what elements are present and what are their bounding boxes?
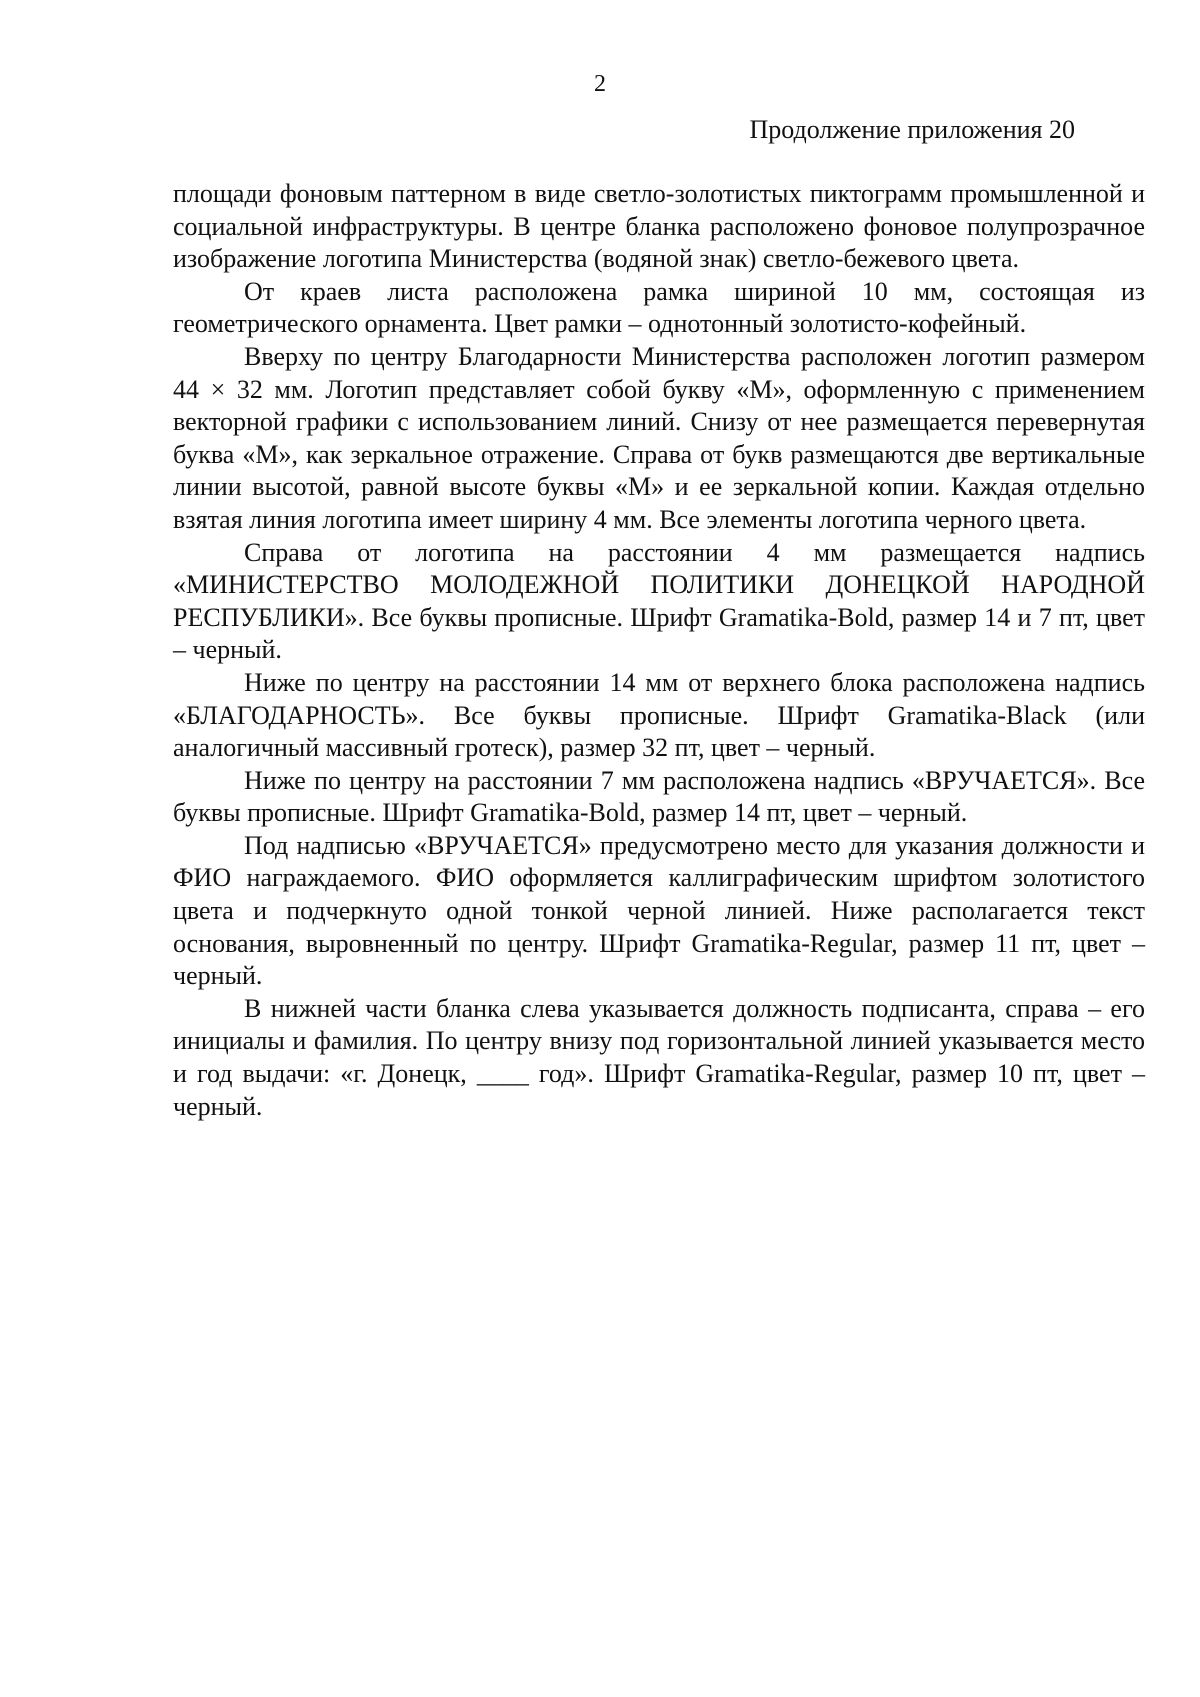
- paragraph-frame: От краев листа расположена рамка шириной 10 мм, состоящая из геометрического орнамента. Цвет рамки – однотонный золотисто-кофейный.: [173, 276, 1145, 339]
- page-number: 2: [594, 71, 606, 97]
- paragraph-awarded-label: Ниже по центру на расстоянии 7 мм расположена надпись «ВРУЧАЕТСЯ». Все буквы прописные. Шрифт Gramatika-Bold, размер 14 пт, цвет – черный.: [173, 765, 1145, 828]
- paragraph-ministry-title: Справа от логотипа на расстоянии 4 мм размещается надпись «МИНИСТЕРСТВО МОЛОДЕЖНОЙ ПОЛИТИКИ ДОНЕЦКОЙ НАРОДНОЙ РЕСПУБЛИКИ». Все буквы прописные. Шрифт Gramatika-Bold, размер 14 и 7 пт, цвет – черный.: [173, 537, 1145, 665]
- appendix-continuation-label: Продолжение приложения 20: [749, 115, 1075, 144]
- paragraph-recipient-name: Под надписью «ВРУЧАЕТСЯ» предусмотрено место для указания должности и ФИО награждаемого. ФИО оформляется каллиграфическим шрифтом золотистого цвета и подчеркнуто одной тонкой черной линией. Ниже располагается текст основания, выровненный по центру. Шрифт Gramatika-Regular, размер 11 пт, цвет – черный.: [173, 830, 1145, 991]
- document-body: [173, 178, 1145, 1123]
- paragraph-gratitude-heading: Ниже по центру на расстоянии 14 мм от верхнего блока расположена надпись «БЛАГОДАРНОСТЬ». Все буквы прописные. Шрифт Gramatika-Black (или аналогичный массивный гротеск), размер 32 пт, цвет – черный.: [173, 667, 1145, 763]
- paragraph-logo: Вверху по центру Благодарности Министерства расположен логотип размером 44 × 32 мм. Логотип представляет собой букву «М», оформленную с применением векторной графики с использованием линий. Снизу от нее размещается перевернутая буква «М», как зеркальное отражение. Справа от букв размещаются две вертикальные линии высотой, равной высоте буквы «М» и ее зеркальной копии. Каждая отдельно взятая линия логотипа имеет ширину 4 мм. Все элементы логотипа черного цвета.: [173, 341, 1145, 534]
- paragraph-background-pattern: площади фоновым паттерном в виде светло-золотистых пиктограмм промышленной и социальной инфраструктуры. В центре бланка расположено фоновое полупрозрачное изображение логотипа Министерства (водяной знак) светло-бежевого цвета.: [173, 179, 1145, 274]
- paragraph-signature-block: В нижней части бланка слева указывается должность подписанта, справа – его инициалы и фамилия. По центру внизу под горизонтальной линией указывается место и год выдачи: «г. Донецк, ____ год». Шрифт Gramatika-Regular, размер 10 пт, цвет – черный.: [173, 993, 1145, 1121]
